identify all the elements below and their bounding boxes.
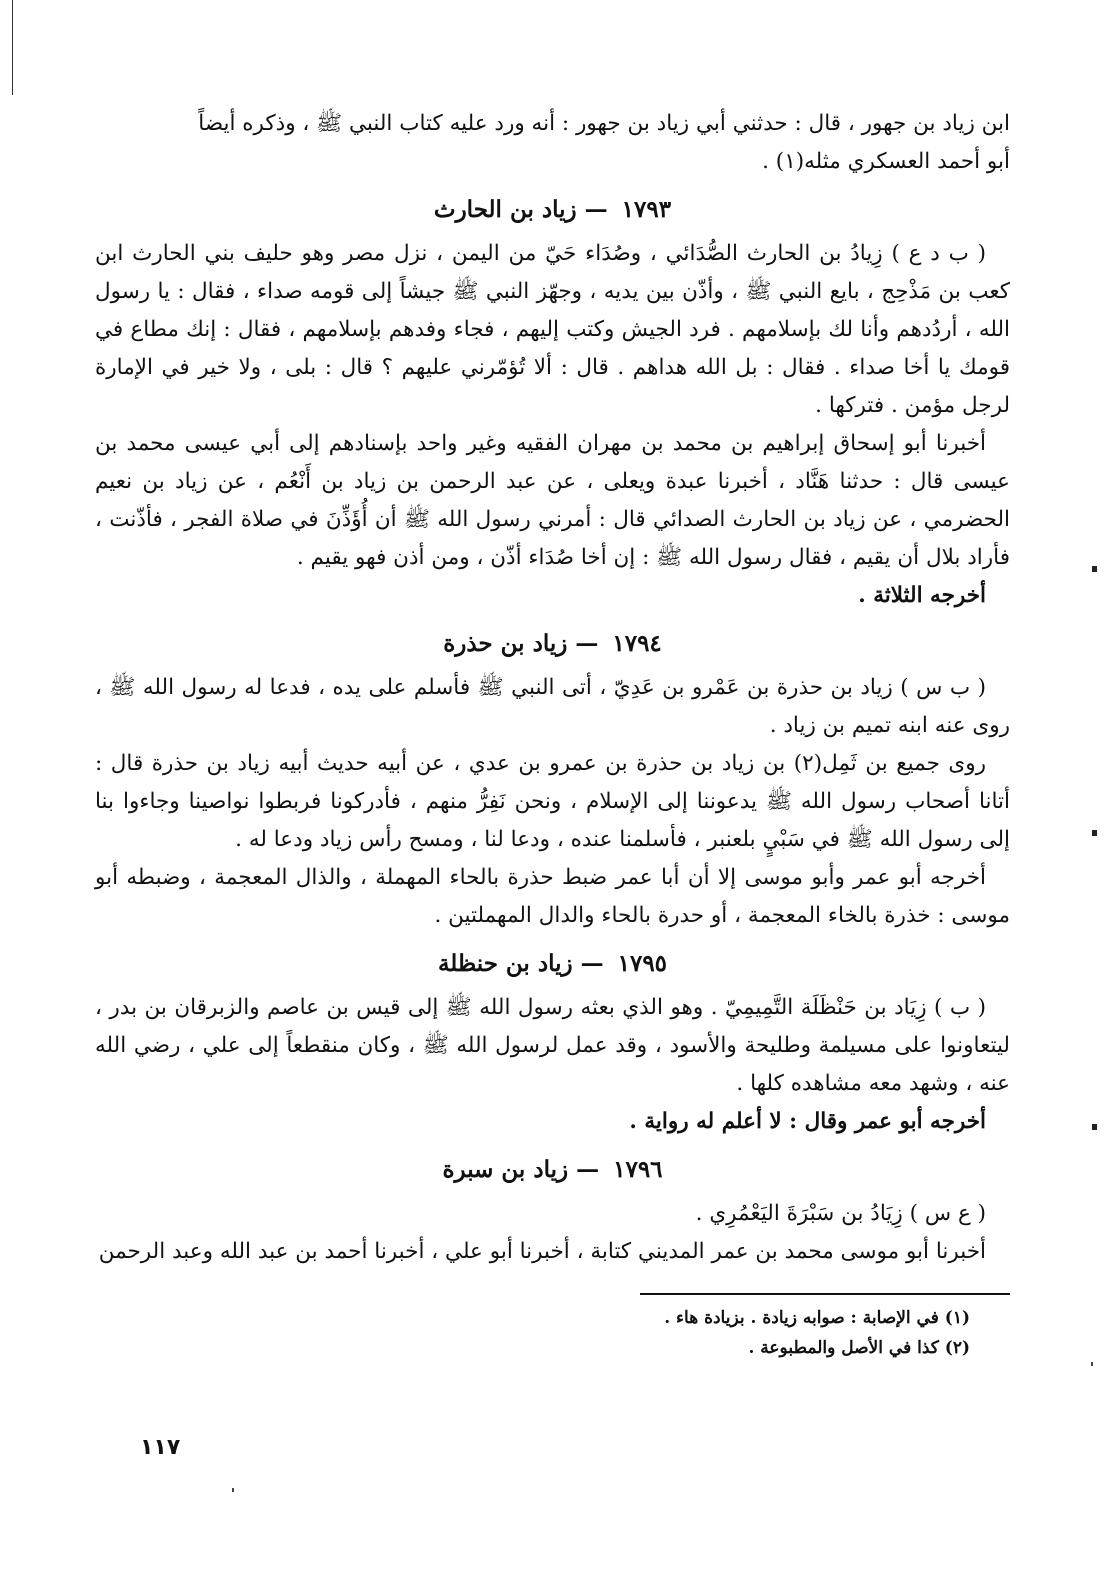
entry-dash: — — [576, 1156, 600, 1183]
entry-number: ١٧٩٦ — [613, 1156, 663, 1183]
entry-dash: — — [584, 196, 608, 223]
entry-paragraph: روى جميع بن ثَمِل(٢) بن زياد بن حذرة بن عمرو بن عدي ، عن أبيه حديث أبيه زياد بن حذرة قال : أتانا أصحاب رسول الله ﷺ يدعوننا إلى الإسلام ، ونحن نَفِرُّ منهم ، فأدركونا فربطوا نواصينا وجاءوا بنا إلى رسول الله ﷺ في سَبْيٍ بلعنبر ، فأسلمنا عنده ، ودعا لنا ، ومسح رأس زياد ودعا له . — [95, 751, 1010, 852]
entry-dash: — — [580, 950, 604, 977]
entry-paragraph: أخرجه أبو عمر وأبو موسى إلا أن أبا عمر ضبط حذرة بالحاء المهملة ، والذال المعجمة ، وضبطه أبو موسى : خذرة بالخاء المعجمة ، أو حدرة بالحاء والدال المهملتين . — [95, 865, 1010, 928]
intro-line-1: ابن زياد بن جهور ، قال : حدثني أبي زياد بن جهور : أنه ورد عليه كتاب النبي ﷺ ، وذكره أيضاً — [198, 111, 1010, 136]
footnote-rule — [640, 1293, 1010, 1295]
footnote: (٢) كذا في الأصل والمطبوعة . — [748, 1338, 970, 1358]
entry-paragraph: ( ب د ع ) زِيادُ بن الحارث الصُّدَائي ، وصُدَاء حَيّ من اليمن ، نزل مصر وهو حليف بني الحارث ابن كعب بن مَذْحِج ، بايع النبي ﷺ ، وأذّن بين يديه ، وجهّز النبي ﷺ جيشاً إلى قومه صداء ، فقال : يا رسول الله ، أردُدهم وأنا لك بإسلامهم . فرد الجيش وكتب إليهم ، فجاء وفدهم بإسلامهم ، فقال : إنك مطاع في قومك يا أخا صداء . فقال : بل الله هداهم . قال : ألا تُؤمّرني عليهم ؟ قال : بلى ، ولا خير في الإمارة لرجل مؤمن . فتركها . — [95, 241, 1010, 418]
entry-name: زياد بن سبرة — [442, 1156, 569, 1183]
scan-speck — [1091, 1362, 1093, 1366]
scan-speck — [232, 1488, 234, 1492]
entry-name: زياد بن حذرة — [443, 630, 568, 657]
entry-heading-1796 — [95, 1151, 1010, 1189]
intro-line-2: أبو أحمد العسكري مثله(١) . — [762, 149, 1010, 174]
entry-name: زياد بن حنظلة — [437, 950, 573, 977]
entry-paragraph: ( ع س ) زِيَادُ بن سَبْرَةَ اليَعْمُرِي . — [695, 1201, 986, 1226]
footnote: (١) في الإصابة : صوابه زيادة . بزيادة هاء . — [664, 1308, 970, 1328]
page-body — [95, 105, 1010, 1363]
scan-mark — [1092, 566, 1097, 572]
entry-paragraph: أخبرنا أبو موسى محمد بن عمر المديني كتابة ، أخبرنا أبو علي ، أخبرنا أحمد بن عبد الله وعبد الرحمن — [98, 1239, 986, 1264]
entry-paragraph: أخبرنا أبو إسحاق إبراهيم بن محمد بن مهران الفقيه وغير واحد بإسنادهم إلى أبي عيسى محمد بن عيسى قال : حدثنا هَنَّاد ، أخبرنا عبدة ويعلى ، عن عبد الرحمن بن زياد بن أَنْعُم ، عن زياد بن نعيم الحضرمي ، عن زياد بن الحارث الصدائي قال : أمرني رسول الله ﷺ أن أُؤَذِّنَ في صلاة الفجر ، فأذّنت ، فأراد بلال أن يقيم ، فقال رسول الله ﷺ : إن أخا صُدَاء أذّن ، ومن أذن فهو يقيم . — [95, 431, 1010, 570]
entry-heading-1793 — [95, 191, 1010, 229]
scan-mark — [1092, 830, 1097, 836]
entry-paragraph: أخرجه الثلاثة . — [858, 583, 986, 608]
entry-heading-1794 — [95, 625, 1010, 663]
scan-mark — [1092, 1124, 1097, 1130]
page-number: ١١٧ — [140, 1435, 181, 1460]
entry-number: ١٧٩٤ — [612, 630, 662, 657]
entry-paragraph: أخرجه أبو عمر وقال : لا أعلم له رواية . — [629, 1109, 986, 1134]
entry-dash: — — [575, 630, 599, 657]
entry-number: ١٧٩٥ — [617, 950, 668, 977]
entry-paragraph: ( ب س ) زياد بن حذرة بن عَمْرو بن عَدِيّ ، أتى النبي ﷺ فأسلم على يده ، فدعا له رسول الله ﷺ ، روى عنه ابنه تميم بن زياد . — [95, 675, 1010, 738]
entry-paragraph: ( ب ) زِيَاد بن حَنْظَلَة التَّمِيمِيّ . وهو الذي بعثه رسول الله ﷺ إلى قيس بن عاصم والزبرقان بن بدر ، ليتعاونوا على مسيلمة وطليحة والأسود ، وقد عمل لرسول الله ﷺ ، وكان منقطعاً إلى علي ، رضي الله عنه ، وشهد معه مشاهده كلها . — [95, 995, 1010, 1096]
entry-number: ١٧٩٣ — [621, 196, 672, 223]
entry-heading-1795 — [95, 945, 1010, 983]
entry-name: زياد بن الحارث — [433, 196, 577, 223]
scan-edge-line — [12, 0, 13, 95]
